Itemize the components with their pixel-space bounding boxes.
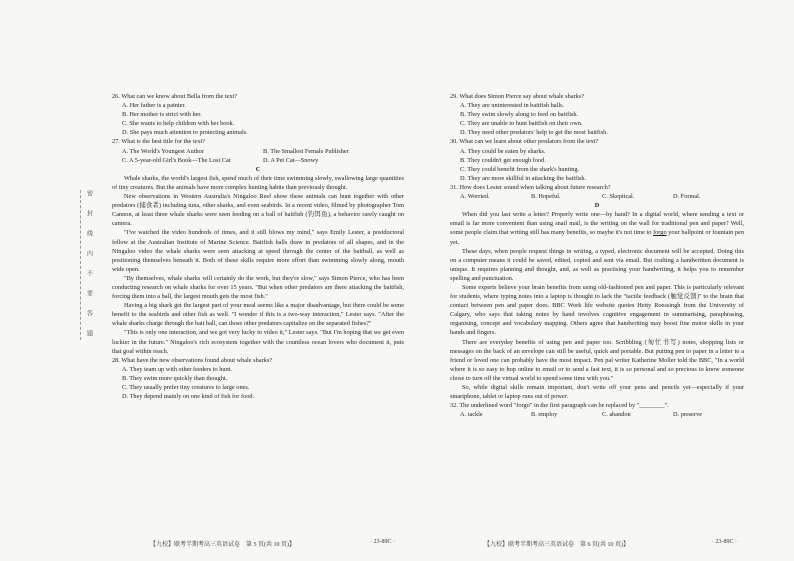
question-31: 31. How does Lester sound when talking about future research? xyxy=(450,183,611,191)
question-28: 28. What have the new observations found about whale sharks? xyxy=(112,356,273,364)
option: B. Hopeful. xyxy=(531,193,561,201)
option: B. The Smallest Female Publisher xyxy=(263,147,349,155)
binding-char: 密 xyxy=(85,190,92,196)
option: D. She pays much attention to protecting animals. xyxy=(122,129,248,137)
question-32: 32. The underlined word "forgo" in the first paragraph can be replaced by "________". xyxy=(450,402,669,410)
option: B. employ xyxy=(531,411,558,419)
option: C. They could benefit from the shark's hunting. xyxy=(460,165,580,173)
paper-code-left: · 23-89C · xyxy=(370,539,395,545)
option: B. They couldn't get enough food. xyxy=(460,156,546,164)
option: A. tackle xyxy=(460,411,483,419)
underlined-word: forgo xyxy=(653,229,667,237)
passage-paragraph xyxy=(450,210,744,246)
question-26: 26. What can we know about Bella from the text? xyxy=(112,93,238,100)
option: A. They team up with other feeders to hunt. xyxy=(122,365,233,373)
option: B. They swim slowly along to feed on baitfish. xyxy=(460,111,579,119)
binding-char: 题 xyxy=(85,330,92,336)
passage-paragraph: Some experts believe your brain benefits from using old-fashioned pen and paper. This is particularly relevant for students, where typing notes into a laptop is thought to lack the "tactile feedback (触觉反馈)" to the brain that contact between pen and paper does. BBC Work life website quotes Hetty Roessingh from the University of Calgary, who says that taking notes by hand involves cognitive engagement in summarising, paraphrasing, organising, concept and vocabulary mapping. Others agree that handwriting may boost fine motor skills in your hands and fingers. xyxy=(450,283,744,337)
binding-char: 内 xyxy=(85,250,92,256)
option: C. A 5-year-old Girl's Book—The Lost Cat xyxy=(122,156,231,164)
passage-paragraph: "I've watched the video hundreds of times, and it still blows my mind," says Emily Lester, a postdoctoral fellow at the Australian Institute of Marine Science. Baitfish balls draw in predators of all shapes, and in the Ningaloo video the whale sharks were seen attacking at speed through the center of the baitball, as well as positioning themselves beneath it. Both of these skills require more effort than swimming slowly along, mouth wide open. xyxy=(112,229,404,273)
page-footer-right: 【九校】联考半期考高三英语试卷 第 6 页(共 10 页)】 xyxy=(484,542,629,548)
options-row xyxy=(460,410,744,419)
option: C. They usually prefer tiny creatures to large ones. xyxy=(122,384,250,391)
binding-instruction xyxy=(84,190,94,336)
para-text: your ballpoint or fountain pen yet. xyxy=(450,229,744,246)
options-row xyxy=(122,147,404,156)
option: B. They swim more quickly than thought. xyxy=(122,374,228,382)
passage-paragraph: There are everyday benefits of using pen and paper too. Scribbling (匆忙书写) notes, shopping lists or messages on the back of an envelope can still be useful, quick and portable. But putting pen to paper in a letter to a friend or loved one can probably have the most impact. Pen pal writer Katherine Moller told the BBC, "In a world where it is so easy to hop online to email or to send a fast text, it is so personal and so precious to know someone chose to turn off the virtual world to spend some time with you." xyxy=(450,338,744,382)
option: C. abandon xyxy=(602,411,631,419)
option: A. Her father is a painter. xyxy=(122,102,186,110)
options-row xyxy=(122,156,404,165)
option: D. preserve xyxy=(673,411,703,419)
binding-char: 线 xyxy=(85,230,92,236)
option: A. They are uninterested in baitfish balls. xyxy=(460,102,565,110)
options-row xyxy=(460,192,744,201)
passage-paragraph: "This is only one interaction, and we got very lucky to video it," Lester says. "But I'm hoping that we get even luckier in the future." Ningaloo's rich ecosystem together with the countless ocean lovers who document it, puts that goal within reach. xyxy=(112,329,404,355)
option: A. They could be eaten by sharks. xyxy=(460,147,546,155)
binding-char: 不 xyxy=(85,270,92,276)
option: D. Formal. xyxy=(673,193,701,201)
question-29: 29. What does Simon Pierce say about whale sharks? xyxy=(450,93,585,100)
option: D. They need other predators' help to get the most baitfish. xyxy=(460,129,608,137)
passage-paragraph: So, while digital skills remain important, don't write off your pens and pencils yet—especially if your smartphone, tablet or laptop runs out of power. xyxy=(450,384,744,401)
passage-paragraph: Having a big shark get the largest part of your meal seems like a major disadvantage, but there could be some benefit to the seabirds and other fish as well. "I wonder if this is a two-way interaction," Lester says. "After the whale sharks charge through the bait ball, can those other predators capitalize on the separated fishes?" xyxy=(112,302,404,328)
page-footer-left: 【九校】联考半期考高三英语试卷 第 5 页(共 10 页)】 xyxy=(150,542,295,548)
para-text: When did you last write a letter? Properly write one—by hand? In a digital world, where sending a text or email is far more convenient than using snail mail, is the writing on the wall for traditional pen and paper? Well, some people claim that writing still has many benefits, so maybe it's not time to xyxy=(450,211,744,237)
paper-code-right: · 23-89C · xyxy=(712,539,737,545)
question-27: 27. What is the best title for the text? xyxy=(112,138,206,146)
passage-paragraph: New observations in Western Australia's Ningaloo Reef show these animals can hunt together with other predators (捕食者) including tuna, other sharks, and even seabirds. In a recent video, filmed by photographer Tom Cannon, at least three whale sharks were seen feeding on a ball of baitfish (钓饵鱼), a behavior rarely caught on camera. xyxy=(112,193,404,228)
right-column xyxy=(450,92,744,419)
option: D. A Pet Cat—Snowy xyxy=(263,156,319,164)
binding-char: 答 xyxy=(85,310,92,316)
option: D. They depend mainly on one kind of fish for food. xyxy=(122,393,255,401)
passage-paragraph: Whale sharks, the world's largest fish, spend much of their time swimming slowly, swallowing large quantities of tiny creatures. But the animals have more complex hunting habits than previously thought. xyxy=(112,174,404,191)
left-column xyxy=(112,92,404,401)
option: A. Worried. xyxy=(460,193,490,201)
section-d-heading: D xyxy=(594,202,600,210)
binding-char: 要 xyxy=(85,290,92,296)
section-c-heading: C xyxy=(255,165,261,173)
option: D. They are more skillful in attacking the baitfish. xyxy=(460,174,587,182)
option: C. She wants to help children with her book. xyxy=(122,120,235,128)
question-30: 30. What can we learn about other predators from the text? xyxy=(450,138,599,146)
option: C. They are unable to hunt baitfish on their own. xyxy=(460,120,583,128)
passage-paragraph: These days, when people request things in writing, a typed, electronic document will be accepted. Doing this on a computer means it could be saved, edited, copied and sent via email. But crafting a handwritten document is unique. It requires planning and thought, and, as well as practising your handwriting, it helps you to remember spelling and punctuation. xyxy=(450,247,744,282)
passage-paragraph: "By themselves, whale sharks will certainly do the work, but they're slow," says Simon Pierce, who has been conducting research on whale sharks for over 15 years. "But when other predators are there attacking the baitfish, forcing them into a ball, the largest mouth gets the most fish." xyxy=(112,274,404,301)
option: B. Her mother is strict with her. xyxy=(122,111,202,119)
binding-char: 封 xyxy=(85,210,92,216)
option: C. Skeptical. xyxy=(602,193,635,201)
option: A. The World's Youngest Author xyxy=(122,147,204,155)
